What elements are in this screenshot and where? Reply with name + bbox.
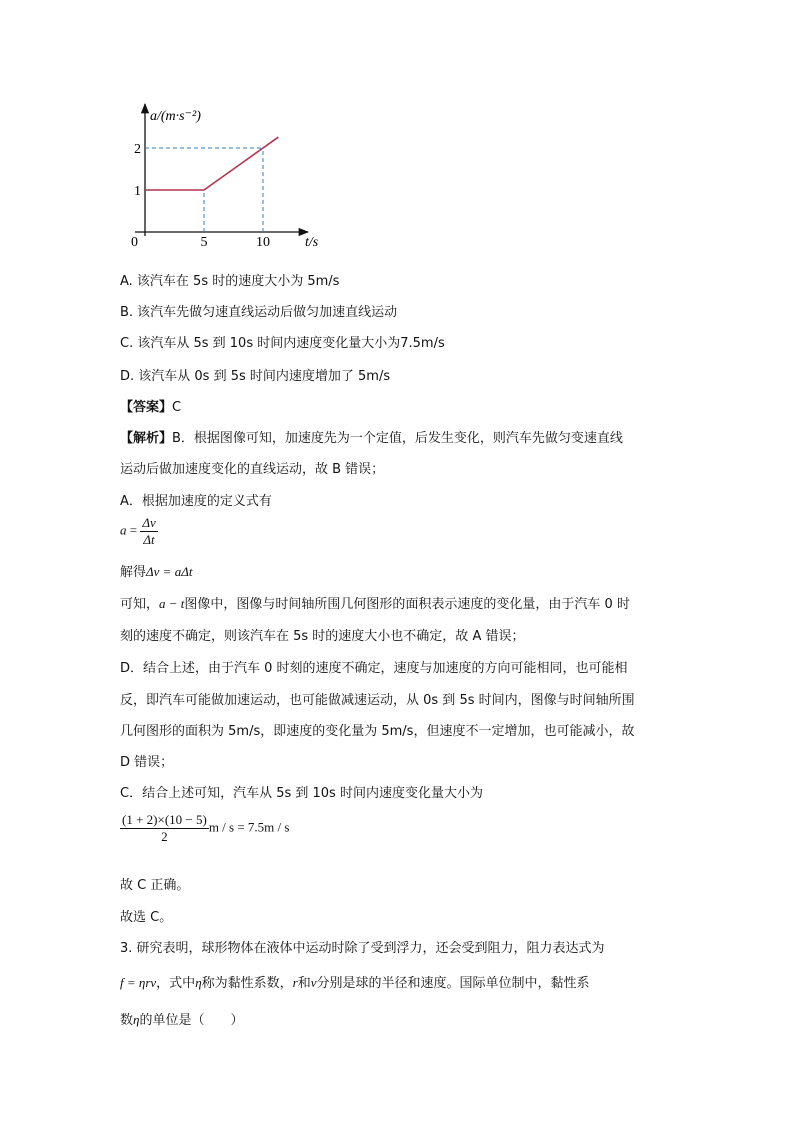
option-d: D. 该汽车从 0s 到 5s 时间内速度增加了 5m/s [120,369,391,384]
analysis-line-1 [120,427,623,446]
formula1-lhs: a [120,522,127,538]
option-a: A. 该汽车在 5s 时的速度大小为 5m/s [120,274,340,289]
x-tick-label-5: 5 [200,235,208,250]
analysis-label: 【解析】 [120,431,173,446]
formula3-numerator: (1 + 2)×(10 − 5) [122,812,207,827]
analysis-p7: 故 C 正确。 [120,878,190,893]
formula-velocity-change [120,812,289,845]
formula1-denominator: Δt [143,532,155,547]
analysis-p1a: B．根据图像可知，加速度先为一个定值，后发生变化，则汽车先做匀变速直线 [172,431,623,446]
formula3-fraction [120,812,209,845]
analysis-p2: A．根据加速度的定义式有 [120,494,272,509]
formula1-fraction [140,515,157,548]
acceleration-time-graph [0,0,794,260]
option-b: B. 该汽车先做匀速直线运动后做匀加速直线运动 [120,305,398,320]
formula-drag-force: f = ηrv [120,975,157,990]
analysis-p4a [120,593,630,612]
analysis-p5a: D．结合上述，由于汽车 0 时刻的速度不确定，速度与加速度的方向可能相同，也可能相 [120,661,628,676]
y-tick-label-1: 1 [134,184,141,199]
analysis-p4a-prefix: 可知， [120,597,160,612]
answer-label: 【答案】 [120,400,173,415]
question3-line-3 [120,1009,243,1028]
analysis-p3-prefix: 解得 [120,565,147,580]
analysis-p5d: D 错误； [120,755,174,770]
analysis-p8: 故选 C。 [120,910,173,925]
q3-r: r [292,975,298,990]
q3-text-a: ，式中 [156,976,196,991]
answer-value: C [172,400,182,415]
origin-label: 0 [131,235,138,250]
q3-eta-2: η [133,1012,140,1027]
formula1-eq: = [129,522,138,538]
x-tick-label-10: 10 [256,235,270,250]
option-c: C. 该汽车从 5s 到 10s 时间内速度变化量大小为7.5m/s [120,336,445,351]
formula-delta-v: Δv = aΔt [146,564,193,579]
analysis-p3 [120,561,192,580]
q3-eta: η [195,975,202,990]
y-axis-label: a/(m·s⁻²) [150,109,201,124]
formula-acceleration-definition [120,515,158,548]
acceleration-series-line [145,137,278,190]
formula1-numerator: Δv [142,515,156,530]
q3-v: v [310,975,317,990]
analysis-p6: C．结合上述可知，汽车从 5s 到 10s 时间内速度变化量大小为 [120,786,483,801]
analysis-p4b: 刻的速度不确定，则该汽车在 5s 时的速度大小也不确定，故 A 错误； [120,629,525,644]
analysis-p5c: 几何图形的面积为 5m/s，即速度的变化量为 5m/s，但速度不一定增加，也可能减小，故 [120,724,635,739]
formula3-tail: m / s = 7.5m / s [208,819,290,835]
analysis-p5b: 反，即汽车可能做加速运动，也可能做减速运动，从 0s 到 5s 时间内，图像与时间轴所围 [120,693,635,708]
y-tick-label-2: 2 [134,142,141,157]
formula3-denominator: 2 [161,829,168,844]
analysis-p4a-rest: 图像中，图像与时间轴所围几何图形的面积表示速度的变化量，由于汽车 0 时 [184,597,630,612]
q3-text-c: 和 [297,976,311,991]
q3-text-line3a: 数 [120,1013,134,1028]
q3-text-b: 称为黏性系数， [201,976,293,991]
question3-line-1: 3. 研究表明，球形物体在液体中运动时除了受到浮力，还会受到阻力，阻力表达式为 [120,941,605,956]
q3-text-d: 分别是球的半径和速度。国际单位制中，黏性系 [316,976,590,991]
analysis-p1b: 运动后做加速度变化的直线运动，故 B 错误； [120,462,385,477]
question3-line-2 [120,972,590,991]
x-axis-label: t/s [305,235,319,250]
analysis-p4a-math: a − t [159,596,185,611]
answer-line [120,396,181,415]
q3-text-line3b: 的单位是（ ） [139,1013,244,1028]
